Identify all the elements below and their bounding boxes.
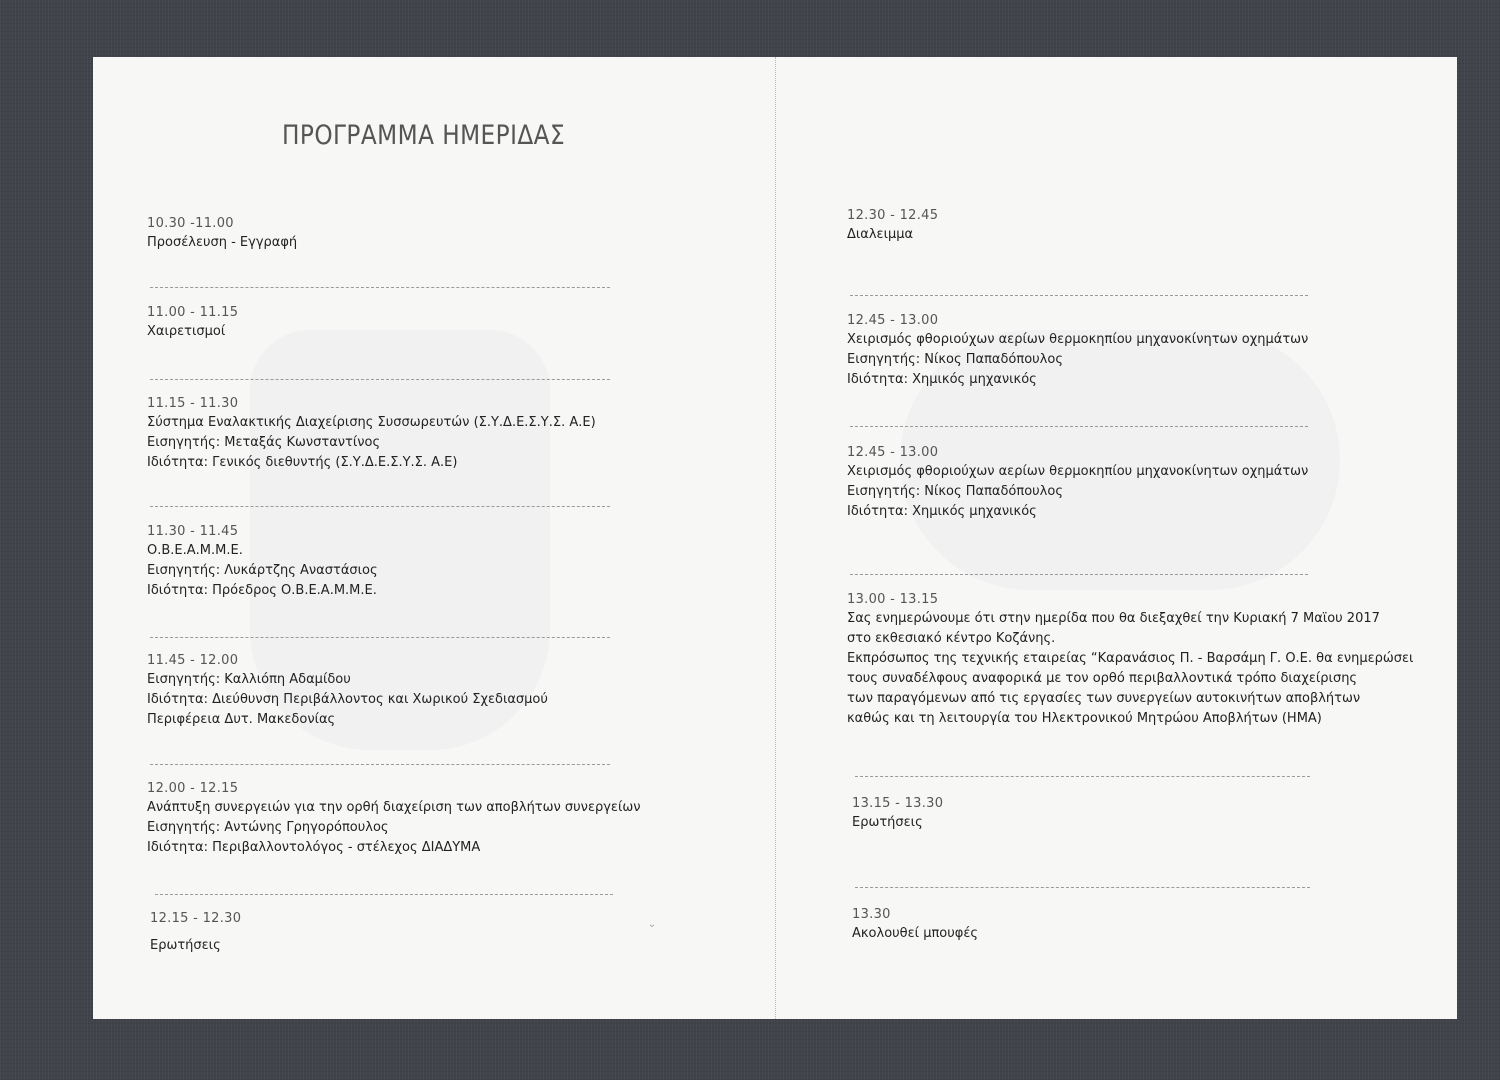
speaker: Εισηγητής: Καλλιόπη Αδαμίδου xyxy=(147,672,351,687)
divider xyxy=(150,764,610,765)
time-range: 12.30 - 12.45 xyxy=(847,208,939,223)
item-title: Ανάπτυξη συνεργειών για την ορθή διαχείριση των αποβλήτων συνεργείων xyxy=(147,800,641,815)
time-range: 11.45 - 12.00 xyxy=(147,653,239,668)
time-range: 10.30 -11.00 xyxy=(147,216,234,231)
time-range: 11.15 - 11.30 xyxy=(147,396,239,411)
speaker: Εισηγητής: Νίκος Παπαδόπουλος xyxy=(847,352,1063,367)
item-title: Χειρισμός φθοριούχων αερίων θερμοκηπίου μηχανοκίνητων οχημάτων xyxy=(847,332,1309,347)
item-title: Χειρισμός φθοριούχων αερίων θερμοκηπίου μηχανοκίνητων οχημάτων xyxy=(847,464,1309,479)
divider xyxy=(850,574,1308,575)
schedule-item xyxy=(852,795,943,833)
divider xyxy=(855,776,1310,777)
item-title: Ερωτήσεις xyxy=(150,938,221,953)
announcement-line: Σας ενημερώνουμε ότι στην ημερίδα που θα διεξαχθεί την Κυριακή 7 Μαϊου 2017 xyxy=(847,611,1380,626)
page-fold-line xyxy=(775,57,776,1019)
scan-artifact: ᵕ xyxy=(650,922,655,933)
time-range: 12.45 - 13.00 xyxy=(847,445,939,460)
schedule-item xyxy=(147,304,238,342)
item-title: Προσέλευση - Εγγραφή xyxy=(147,235,298,250)
role-continued: Περιφέρεια Δυτ. Μακεδονίας xyxy=(147,712,336,727)
item-title: Διαλειμμα xyxy=(847,227,914,242)
speaker: Εισηγητής: Αντώνης Γρηγορόπουλος xyxy=(147,820,389,835)
divider xyxy=(850,295,1308,296)
schedule-item xyxy=(847,591,1413,729)
divider xyxy=(150,287,610,288)
divider xyxy=(855,887,1310,888)
time-range: 11.00 - 11.15 xyxy=(147,305,239,320)
time-range: 13.00 - 13.15 xyxy=(847,592,939,607)
divider xyxy=(150,379,610,380)
schedule-item xyxy=(847,444,1308,522)
schedule-item xyxy=(147,780,641,858)
announcement-line: στο εκθεσιακό κέντρο Κοζάνης. xyxy=(847,631,1056,646)
role: Ιδιότητα: Πρόεδρος Ο.Β.Ε.Α.Μ.Μ.Ε. xyxy=(147,583,377,598)
schedule-item xyxy=(847,312,1308,390)
time-range: 13.15 - 13.30 xyxy=(852,796,944,811)
role: Ιδιότητα: Χημικός μηχανικός xyxy=(847,372,1037,387)
announcement-line: καθώς και τη λειτουργία του Ηλεκτρονικού Μητρώου Αποβλήτων (ΗΜΑ) xyxy=(847,711,1322,726)
divider xyxy=(155,894,613,895)
schedule-item xyxy=(147,652,548,730)
schedule-item xyxy=(847,207,938,245)
speaker: Εισηγητής: Λυκάρτζης Αναστάσιος xyxy=(147,563,378,578)
item-title: Χαιρετισμοί xyxy=(147,324,226,339)
role: Ιδιότητα: Χημικός μηχανικός xyxy=(847,504,1037,519)
page-title: ΠΡΟΓΡΑΜΜΑ ΗΜΕΡΙΔΑΣ xyxy=(282,120,566,151)
role: Ιδιότητα: Γενικός διεθυντής (Σ.Υ.Δ.Ε.Σ.Υ.Σ. Α.Ε) xyxy=(147,455,458,470)
role: Ιδιότητα: Διεύθυνση Περιβάλλοντος και Χωρικού Σχεδιασμού xyxy=(147,692,548,707)
divider xyxy=(150,637,610,638)
divider xyxy=(850,426,1308,427)
time-range: 11.30 - 11.45 xyxy=(147,524,239,539)
role: Ιδιότητα: Περιβαλλοντολόγος - στέλεχος ΔΙΑΔΥΜΑ xyxy=(147,840,481,855)
schedule-item xyxy=(150,910,241,956)
schedule-item xyxy=(147,395,596,473)
schedule-item xyxy=(147,523,378,601)
item-title: Ερωτήσεις xyxy=(852,815,923,830)
time-range: 13.30 xyxy=(852,907,891,922)
time-range: 12.45 - 13.00 xyxy=(847,313,939,328)
announcement-line: τους συναδέλφους αναφορικά με τον ορθό περιβαλλοντικά τρόπο διαχείρισης xyxy=(847,671,1358,686)
announcement-line: Εκπρόσωπος της τεχνικής εταιρείας “Καρανάσιος Π. - Βαρσάμη Γ. Ο.Ε. θα ενημερώσει xyxy=(847,651,1414,666)
time-range: 12.00 - 12.15 xyxy=(147,781,239,796)
speaker: Εισηγητής: Μεταξάς Κωνσταντίνος xyxy=(147,435,381,450)
announcement-line: των παραγόμενων από τις εργασίες των συνεργείων αυτοκινήτων αποβλήτων xyxy=(847,691,1361,706)
item-title: Ο.Β.Ε.Α.Μ.Μ.Ε. xyxy=(147,543,243,558)
time-range: 12.15 - 12.30 xyxy=(150,911,242,926)
speaker: Εισηγητής: Νίκος Παπαδόπουλος xyxy=(847,484,1063,499)
item-title: Σύστημα Εναλακτικής Διαχείρισης Συσσωρευτών (Σ.Υ.Δ.Ε.Σ.Υ.Σ. Α.Ε) xyxy=(147,415,596,430)
schedule-item xyxy=(147,215,297,253)
item-title: Ακολουθεί μπουφές xyxy=(852,926,978,941)
schedule-item xyxy=(852,906,978,944)
divider xyxy=(150,506,610,507)
